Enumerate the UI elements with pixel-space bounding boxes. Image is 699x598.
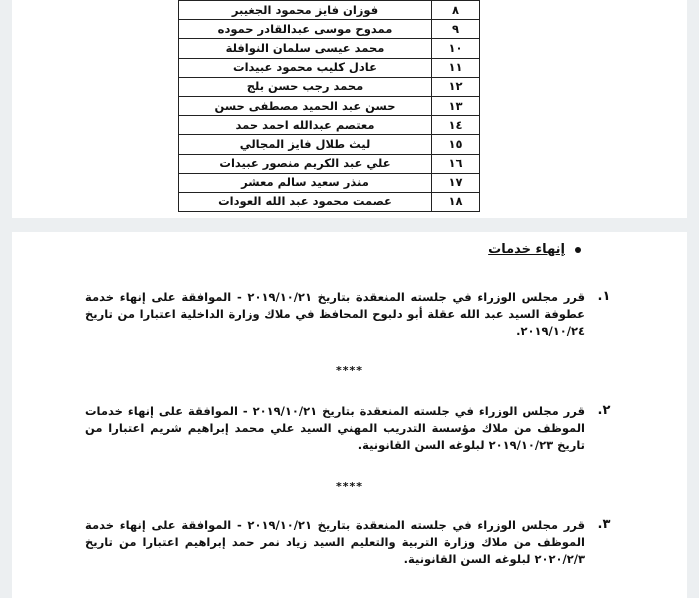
- item-text: قرر مجلس الوزراء في جلسته المنعقدة بتاريخ ٢٠١٩/١٠/٢١ - الموافقة على إنهاء خدمة الموظف من ملاك وزارة التربية والتعليم السيد زياد نمر حمد إبراهيم اعتبارا من تاريخ ٢٠٢٠/٢/٣ لبلوغه السن القانونية.: [85, 518, 585, 566]
- row-number: ١٥: [432, 135, 480, 154]
- table-row: [179, 77, 480, 96]
- table-row: [179, 96, 480, 115]
- row-name: عادل كليب محمود عبيدات: [179, 58, 432, 77]
- section-heading-text: إنهاء خدمات: [488, 242, 565, 257]
- decision-item-3: [85, 517, 611, 568]
- row-name: ليث طلال فايز المجالي: [179, 135, 432, 154]
- item-number: ٣.: [597, 517, 611, 532]
- item-number: ٢.: [597, 403, 611, 418]
- row-name: حسن عبد الحميد مصطفى حسن: [179, 96, 432, 115]
- decision-item-2: [85, 403, 611, 454]
- row-name: ممدوح موسى عبدالقادر حموده: [179, 20, 432, 39]
- table-row: [179, 154, 480, 173]
- table-row: [179, 192, 480, 211]
- row-number: ١٦: [432, 154, 480, 173]
- row-name: عصمت محمود عبد الله العودات: [179, 192, 432, 211]
- row-name: معتصم عبدالله احمد حمد: [179, 116, 432, 135]
- item-text: قرر مجلس الوزراء في جلسته المنعقدة بتاريخ ٢٠١٩/١٠/٢١ - الموافقة على إنهاء خدمات الموظف من ملاك مؤسسة التدريب المهني السيد علي محمد إبراهيم شريم اعتبارا من تاريخ ٢٠١٩/١٠/٢٣ لبلوغه السن القانونية.: [85, 404, 585, 452]
- row-name: محمد عيسى سلمان النوافلة: [179, 39, 432, 58]
- section-heading: [488, 242, 581, 257]
- row-name: محمد رجب حسن بلج: [179, 77, 432, 96]
- row-name: علي عبد الكريم منصور عبيدات: [179, 154, 432, 173]
- separator-stars: ****: [335, 364, 363, 377]
- item-text: قرر مجلس الوزراء في جلسته المنعقدة بتاريخ ٢٠١٩/١٠/٢١ - الموافقة على إنهاء خدمة عطوفة السيد عبد الله عقلة أبو دلبوح المحافظ في ملاك وزارة الداخلية اعتبارا من تاريخ ٢٠١٩/١٠/٢٤.: [85, 290, 585, 338]
- row-number: ١٣: [432, 96, 480, 115]
- table-row: [179, 20, 480, 39]
- names-table: [178, 0, 480, 212]
- decision-item-1: [85, 289, 611, 340]
- table-row: [179, 58, 480, 77]
- table-row: [179, 135, 480, 154]
- row-name: منذر سعيد سالم معشر: [179, 173, 432, 192]
- row-number: ١٠: [432, 39, 480, 58]
- row-number: ١٢: [432, 77, 480, 96]
- row-number: ١٤: [432, 116, 480, 135]
- item-number: ١.: [597, 289, 611, 304]
- separator-stars: ****: [335, 480, 363, 493]
- row-number: ١٨: [432, 192, 480, 211]
- bullet-icon: [575, 247, 581, 253]
- row-number: ١٧: [432, 173, 480, 192]
- row-number: ١١: [432, 58, 480, 77]
- row-number: ٩: [432, 20, 480, 39]
- row-name: فوزان فايز محمود الجغيبر: [179, 1, 432, 20]
- table-row: [179, 39, 480, 58]
- row-number: ٨: [432, 1, 480, 20]
- table-row: [179, 173, 480, 192]
- table-row: [179, 116, 480, 135]
- table-row: [179, 1, 480, 20]
